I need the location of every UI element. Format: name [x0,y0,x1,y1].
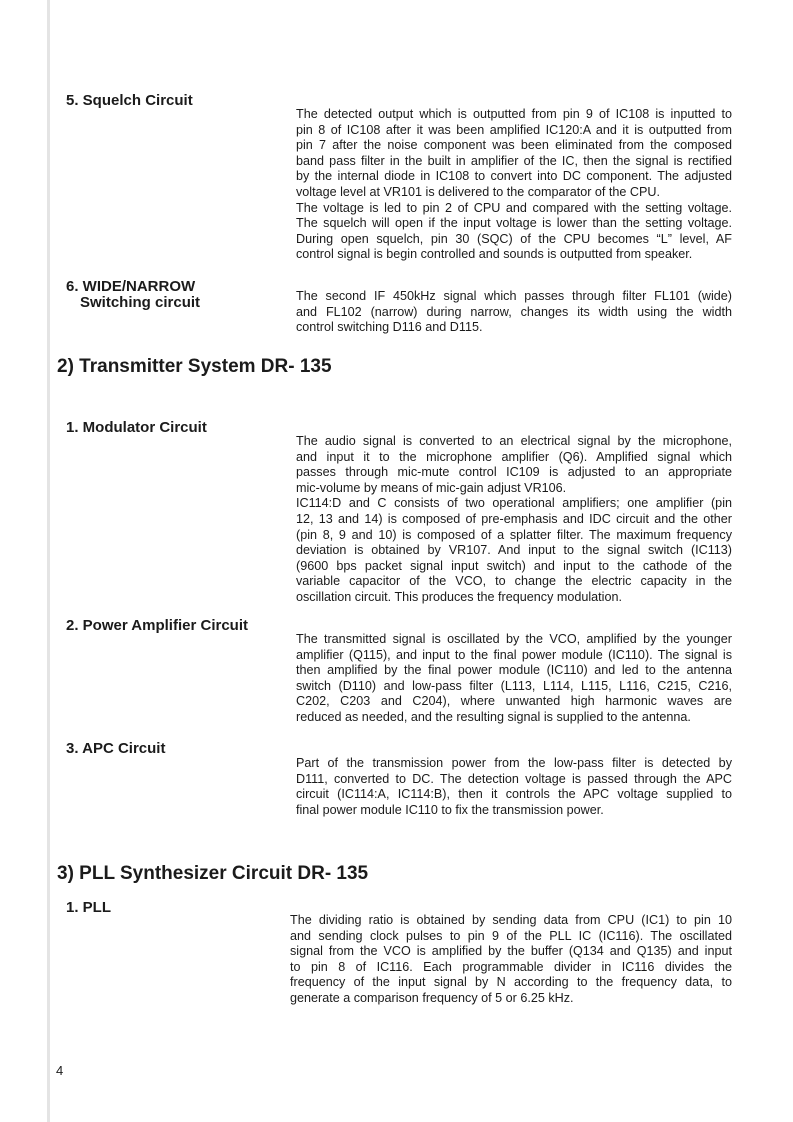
text-line: band pass filter in the built in amplifier of the IC, then the signal is rectified [296,153,732,168]
wide-narrow-text [296,289,732,336]
pll-text [290,913,732,1007]
text-line: frequency of the input signal by N according to the frequency data, to [290,975,732,990]
heading-apc-circuit: 3. APC Circuit [66,740,166,757]
text-line: control switching D116 and D115. [296,320,483,335]
text-line: The detected output which is outputted from pin 9 of IC108 is inputted to [296,107,732,121]
text-line: Part of the transmission power from the low-pass filter is detected by [296,756,732,770]
text-line: During open squelch, pin 30 (SQC) of the CPU becomes “L” level, AF [296,231,732,246]
text-line: control signal is begin controlled and sounds is outputted from speaker. [296,247,693,262]
text-line: pin 8 of IC108 after it was been amplified IC120:A and it is outputted from [296,122,732,137]
text-line: by the internal diode in IC108 to convert into DC component. The adjusted [296,169,732,184]
squelch-circuit-text [296,107,732,263]
text-line: deviation is obtained by VR107. And input to the signal switch (IC113) [296,543,732,558]
text-line: The dividing ratio is obtained by sending data from CPU (IC1) to pin 10 [290,913,732,927]
heading-squelch-circuit: 5. Squelch Circuit [66,92,193,109]
heading-pll: 1. PLL [66,899,112,916]
text-line: and FL102 (narrow) during narrow, changes its width using the width [296,304,732,319]
apc-circuit-text [296,756,732,818]
text-line: C202, C203 and C204), where unwanted high harmonic waves are [296,694,732,709]
text-line: (9600 bps packet signal input switch) and input to the cathode of the [296,558,732,573]
text-line: IC114:D and C consists of two operational amplifiers; one amplifier (pin [296,496,732,511]
text-line: passes through mic-mute control IC109 is adjusted to an appropriate [296,465,732,480]
text-line: The transmitted signal is oscillated by the VCO, amplified by the younger [296,632,732,646]
text-line: generate a comparison frequency of 5 or 6.25 kHz. [290,990,574,1005]
text-line: The audio signal is converted to an electrical signal by the microphone, [296,434,732,448]
text-line: circuit (IC114:A, IC114:B), then it controls the APC voltage supplied to [296,787,732,802]
text-line: voltage level at VR101 is delivered to the comparator of the CPU. [296,184,661,199]
text-line: (pin 8, 9 and 10) is composed of a splatter filter. The maximum frequency [296,527,732,542]
page-number: 4 [56,1063,64,1078]
text-line: to pin 8 of IC116. Each programmable divider in IC116 divides the [290,959,732,974]
text-line: variable capacitor of the VCO, to change the electric capacity in the [296,574,732,589]
text-line: final power module IC110 to fix the transmission power. [296,802,604,817]
text-line: D111, converted to DC. The detection voltage is passed through the APC [296,771,732,786]
text-line: amplifier (Q115), and input to the final power module (IC110). The signal is [296,647,732,662]
text-line: pin 7 after the noise component was been eliminated from the composed [296,138,732,153]
text-line: The squelch will open if the input voltage is lower than the setting voltage. [296,216,732,231]
text-line: switch (D110) and low-pass filter (L113, L114, L115, L116, C215, C216, [296,678,732,693]
text-line: mic-volume by means of mic-gain adjust VR106. [296,480,567,495]
text-line: then amplified by the final power module (IC110) and led to the antenna [296,663,732,678]
power-amplifier-text [296,632,732,726]
text-line: The second IF 450kHz signal which passes through filter FL101 (wide) [296,289,732,303]
text-line: oscillation circuit. This produces the frequency modulation. [296,589,622,604]
heading-transmitter-system: 2) Transmitter System DR- 135 [57,356,332,377]
text-line: and sending clock pulses to pin 9 of the PLL IC (IC116). The oscillated [290,928,732,943]
text-line: signal from the VCO is amplified by the buffer (Q134 and Q135) and input [290,944,732,959]
heading-switching-circuit: Switching circuit [80,294,201,311]
heading-pll-synthesizer: 3) PLL Synthesizer Circuit DR- 135 [57,863,369,884]
heading-modulator-circuit: 1. Modulator Circuit [66,419,207,436]
text-line: 12, 13 and 14) is composed of pre-emphasis and IDC circuit and the other [296,511,732,526]
text-line: and input it to the microphone amplifier (Q6). Amplified signal which [296,449,732,464]
heading-wide-narrow: 6. WIDE/NARROW [66,278,196,295]
modulator-circuit-text [296,434,732,606]
text-line: reduced as needed, and the resulting signal is supplied to the antenna. [296,709,691,724]
heading-power-amplifier-circuit: 2. Power Amplifier Circuit [66,617,248,634]
page-edge-shadow [47,0,50,1122]
text-line: The voltage is led to pin 2 of CPU and compared with the setting voltage. [296,200,732,215]
